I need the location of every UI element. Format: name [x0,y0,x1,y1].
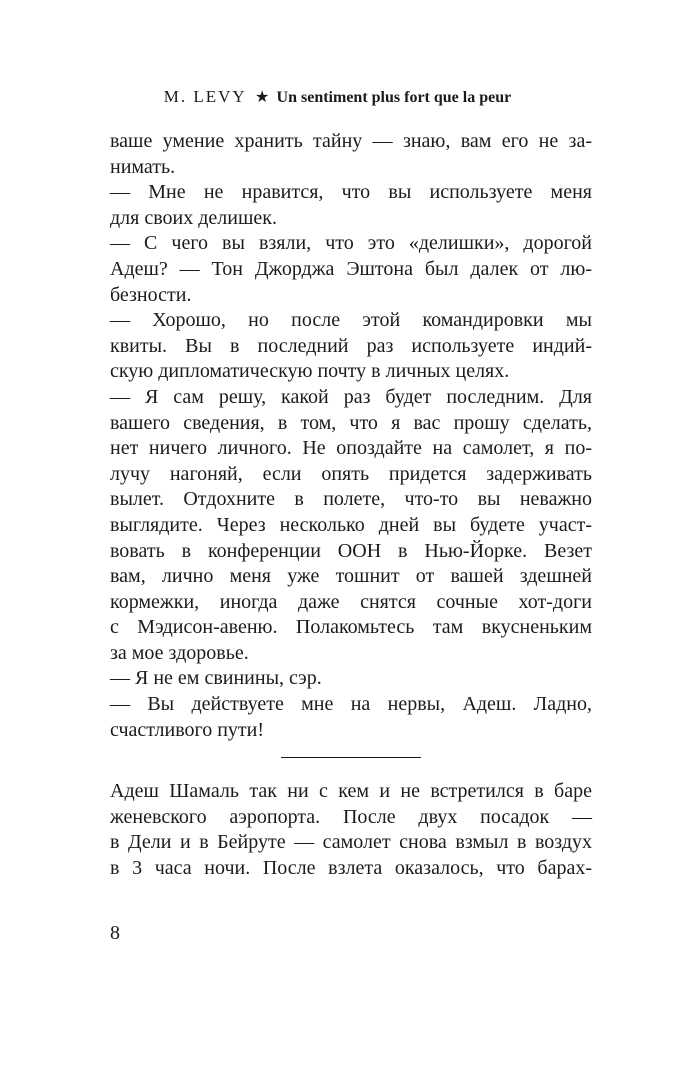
text-line: — Я не ем свинины, сэр. [110,667,322,690]
text-line: женевского аэропорта. После двух посадок — [110,805,592,828]
running-head-author: M. LEVY [163,87,247,106]
text-line: скую дипломатическую почту в личных целях. [110,360,510,383]
text-line: с Мэдисон-авеню. Полакомьтесь там вкусненьким [110,616,592,639]
star-icon: ★ [254,89,270,106]
section-divider [281,757,421,758]
text-line: лучу нагоняй, если опять придется задерживать [110,462,592,485]
text-line: безности. [110,283,192,306]
text-block [110,129,592,743]
text-line: — Мне не нравится, что вы используете меня [110,181,592,204]
text-line: Адеш? — Тон Джорджа Эштона был далек от лю- [110,257,592,280]
text-line: выглядите. Через несколько дней вы будете участ- [110,513,592,536]
text-line: нет ничего личного. Не опоздайте на самолет, я по- [110,437,592,460]
text-line: счастливого пути! [110,718,265,741]
text-line: в 3 часа ночи. После взлета оказалось, что барах- [110,856,592,879]
text-line: в Дели и в Бейруте — самолет снова взмыл в воздух [110,831,592,854]
text-line: за мое здоровье. [110,641,249,664]
running-head [0,86,675,109]
text-line: Адеш Шамаль так ни с кем и не встретился в баре [110,780,592,802]
text-line: — Вы действуете мне на нервы, Адеш. Ладно, [110,693,592,716]
running-head-title: Un sentiment plus fort que la peur [276,89,512,106]
text-line: — Я сам решу, какой раз будет последним. Для [110,385,592,408]
text-line: вылет. Отдохните в полете, что-то вы неважно [110,488,592,511]
text-line: квиты. Вы в последний раз используете индий- [110,334,592,357]
text-line: — Хорошо, но после этой командировки мы [110,309,592,332]
text-line: вовать в конференции ООН в Нью-Йорке. Везет [110,539,592,562]
text-block-after-break [110,779,592,881]
text-line: нимать. [110,155,176,178]
page-number: 8 [110,922,120,944]
text-line: кормежки, иногда даже снятся сочные хот-доги [110,590,592,613]
text-line: вашего сведения, в том, что я вас прошу сделать, [110,411,592,434]
text-line: ваше умение хранить тайну — знаю, вам его не за- [110,130,592,152]
text-line: — С чего вы взяли, что это «делишки», дорогой [110,232,592,255]
text-line: для своих делишек. [110,206,277,229]
text-line: вам, лично меня уже тошнит от вашей здешней [110,565,592,588]
